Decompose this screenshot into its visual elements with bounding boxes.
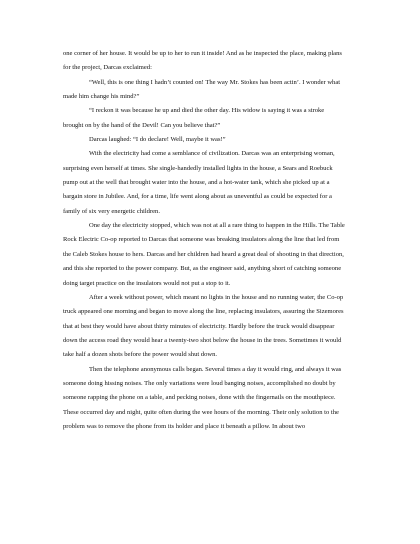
text-line: bargain store in Jubilee. And, for a time, life went along about as uneventful as could be expected for a [63,193,332,201]
text-line: take half a dozen shots before the power would shut down. [63,351,217,359]
text-line: With the electricity had come a semblance of civilization. Darcas was an enterprising woman, [89,150,335,158]
text-line: Rock Electric Co-op reported to Darcas that someone was breaking insulators along the line that led from [63,236,340,244]
text-line: truck appeared one morning and began to move along the line, replacing insulators, assuring the Sizemores [63,308,344,316]
text-line: one corner of her house. It would be up to her to run it inside! And as he inspected the place, making plans [63,50,342,57]
text-line: surprising even herself at times. She single-handedly installed lights in the house, a Sears and Roebuck [63,164,333,172]
text-line: for the project, Darcas exclaimed: [63,64,152,72]
text-line: made him change his mind?” [63,93,140,101]
paragraph [63,291,363,363]
paragraph [63,363,363,435]
paragraph [63,219,363,291]
paragraph [63,47,363,76]
text-line: brought on by the hand of the Devil! Can you believe that?” [63,121,221,129]
text-line: family of six very energetic children. [63,207,160,215]
text-line: After a week without power, which meant no lights in the house and no running water, the Co-op [89,293,344,301]
text-line: the Caleb Stokes house to hers. Darcas and her children had heard a great deal of shooting in that direction, [63,250,344,258]
text-line: Darcas laughed: “I do declare! Well, maybe it was!” [89,136,226,144]
text-line: Then the telephone anonymous calls began. Several times a day it would ring, and always it was [89,365,342,373]
paragraph [63,147,363,219]
text-line: “Well, this is one thing I hadn’t counted on! The way Mr. Stokes has been actin’. I wonder what [89,78,341,86]
paragraph [63,133,363,147]
text-line: someone rapping the phone on a table, and pecking noises, done with the fingernails on the mouthpiece. [63,394,336,402]
text-line: down the access road they would hear a twenty-two shot below the house in the trees. Sometimes it would [63,336,342,344]
page-body [63,47,363,434]
text-line: These occurred day and night, quite often during the wee hours of the morning. Their only solution to the [63,408,339,416]
text-line: pump out at the well that brought water into the house, and a hot-water tank, which she picked up at a [63,179,330,187]
text-line: One day the electricity stopped, which was not at all a rare thing to happen in the Hills. The Table [89,222,345,230]
text-line: that at best they would have about thirty minutes of electricity. Hardly before the truck would disappear [63,322,335,330]
text-line: and this she reported to the power company. But, as the engineer said, anything short of catching someone [63,265,342,273]
text-line: someone doing hissing noises. The only variations were loud banging noises, accomplished no doubt by [63,379,336,387]
paragraph [63,76,363,105]
text-line: “I reckon it was because he up and died the other day. His widow is saying it was a stroke [89,107,325,115]
paragraph [63,104,363,133]
text-line: doing target practice on the insulators would not put a stop to it. [63,279,231,287]
text-line: problem was to remove the phone from its holder and place it beneath a pillow. In about two [63,422,306,430]
